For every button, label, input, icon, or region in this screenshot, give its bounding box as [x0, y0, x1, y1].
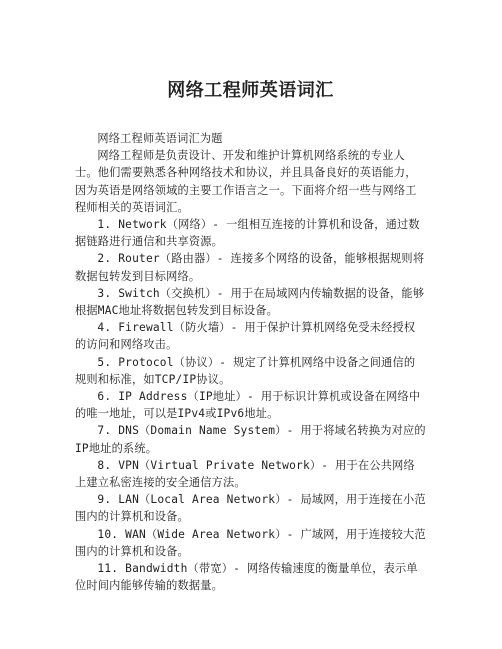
term-firewall: 4. Firewall（防火墙）- 用于保护计算机网络免受未经授权的访问和网络攻击。	[75, 321, 416, 352]
term-dns: 7. DNS（Domain Name System）- 用于将域名转换为对应的IP地址的系统。	[75, 424, 426, 455]
term-protocol: 5. Protocol（协议）- 规定了计算机网络中设备之间通信的规则和标准，如TCP/IP协议。	[75, 355, 416, 386]
term-lan: 9. LAN（Local Area Network）- 局域网，用于连接在小范围内的计算机和设备。	[75, 493, 426, 524]
term-wan: 10. WAN（Wide Area Network）- 广域网，用于连接较大范围内的计算机和设备。	[75, 527, 426, 558]
term-switch: 3. Switch（交换机）- 用于在局域网内传输数据的设备，能够根据MAC地址将数据包转发到目标设备。	[75, 286, 425, 318]
term-vpn: 8. VPN（Virtual Private Network）- 用于在公共网络上建立私密连接的安全通信方法。	[75, 458, 415, 490]
paragraph-intro: 网络工程师是负责设计、开发和维护计算机网络系统的专业人士。他们需要熟悉各种网络技术和协议，并且具备良好的英语能力，因为英语是网络领域的主要工作语言之一。下面将介绍一些与网络工程师相关的英语词汇。	[75, 149, 417, 214]
paragraph-intro-heading: 网络工程师英语词汇为题	[97, 132, 223, 145]
term-network: 1. Network（网络）- 一组相互连接的计算机和设备，通过数据链路进行通信和共享资源。	[75, 218, 420, 249]
term-bandwidth: 11. Bandwidth（带宽）- 网络传输速度的衡量单位，表示单位时间内能够传输的数据量。	[75, 562, 418, 593]
document-title: 网络工程师英语词汇	[167, 80, 334, 101]
term-ip-address: 6. IP Address（IP地址）- 用于标识计算机或设备在网络中的唯一地址，可以是IPv4或IPv6地址。	[75, 390, 421, 421]
document-body	[75, 130, 426, 594]
term-router: 2. Router（路由器）- 连接多个网络的设备，能够根据规则将数据包转发到目标网络。	[75, 252, 425, 283]
